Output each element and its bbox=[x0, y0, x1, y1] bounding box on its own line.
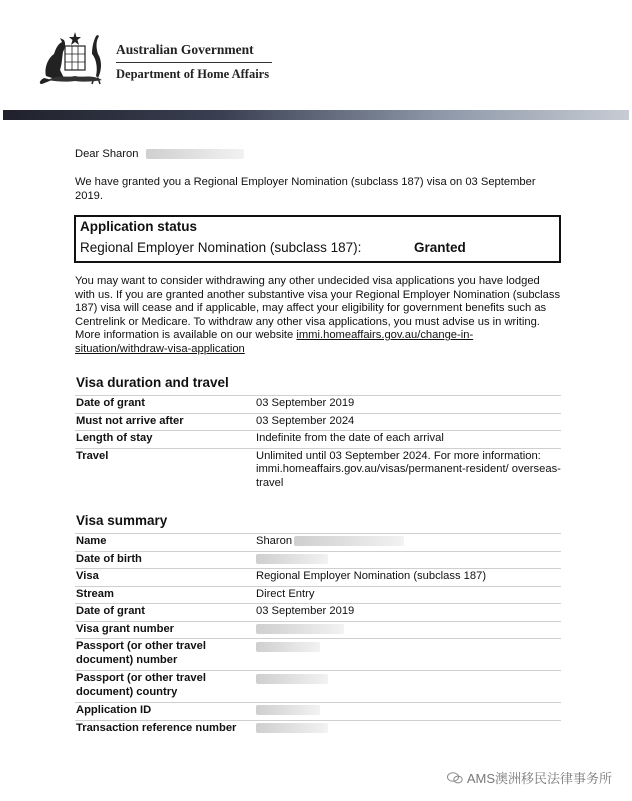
duration-section-title: Visa duration and travel bbox=[76, 375, 229, 390]
row-value: 03 September 2019 bbox=[256, 605, 355, 617]
row-value bbox=[256, 535, 561, 549]
redacted-surname bbox=[146, 149, 244, 159]
row-label: Passport (or other travel document) number bbox=[76, 640, 206, 666]
row-label: Date of grant bbox=[76, 605, 145, 617]
row-value: 03 September 2019 bbox=[256, 397, 355, 409]
row-label: Date of birth bbox=[76, 552, 142, 565]
table-row bbox=[75, 670, 561, 702]
duration-table bbox=[75, 395, 561, 492]
row-value: 03 September 2024 bbox=[256, 414, 355, 427]
application-status-box bbox=[74, 215, 561, 263]
watermark-text: AMS澳洲移民法律事务所 bbox=[466, 771, 612, 786]
table-row bbox=[75, 413, 561, 431]
table-row bbox=[75, 603, 561, 621]
row-value bbox=[256, 553, 561, 567]
redacted-value bbox=[256, 554, 328, 564]
summary-table bbox=[75, 533, 561, 737]
redacted-value bbox=[256, 624, 344, 634]
row-value: Unlimited until 03 September 2024. For more information: immi.homeaffairs.gov.au/visas/permanent-resident/ overseas-travel bbox=[256, 449, 561, 489]
row-value bbox=[256, 640, 561, 654]
table-row bbox=[75, 533, 561, 551]
row-label: Date of grant bbox=[76, 397, 145, 409]
row-label: Application ID bbox=[76, 704, 152, 716]
row-label: Length of stay bbox=[76, 432, 153, 444]
withdraw-link[interactable]: immi.homeaffairs.gov.au/change-in-situation/withdraw-visa-application bbox=[75, 329, 474, 355]
table-row bbox=[75, 448, 561, 493]
grant-statement: We have granted you a Regional Employer Nomination (subclass 187) visa on 03 September 2019. bbox=[75, 176, 536, 202]
summary-section-title: Visa summary bbox=[76, 513, 168, 528]
row-value: Direct Entry bbox=[256, 587, 315, 600]
row-label: Transaction reference number bbox=[76, 721, 237, 734]
table-row bbox=[75, 586, 561, 604]
redacted-value bbox=[256, 642, 320, 652]
row-label: Stream bbox=[76, 587, 114, 600]
row-label: Visa grant number bbox=[76, 622, 175, 635]
redacted-value bbox=[256, 674, 328, 684]
status-visa-name: Regional Employer Nomination (subclass 187): bbox=[80, 240, 362, 255]
withdrawal-notice bbox=[75, 275, 561, 356]
table-row bbox=[75, 702, 561, 720]
row-label: Travel bbox=[76, 449, 109, 462]
status-value: Granted bbox=[414, 240, 466, 255]
row-label: Name bbox=[76, 535, 107, 547]
watermark bbox=[447, 768, 612, 787]
redacted-value bbox=[256, 705, 320, 715]
salutation-text: Dear Sharon bbox=[75, 148, 139, 160]
notice-text: You may want to consider withdrawing any other undecided visa applications you have lodged with us. If you are granted another substantive visa your Regional Employer Nomination (subclass 187) visa will cease and if applicable, may affect your eligibility for government benefits such as Centrelink or Medicare. To withdraw any other visa applications, you must advise us in writing. More information is available on our website bbox=[75, 275, 561, 341]
salutation bbox=[75, 148, 244, 162]
table-row bbox=[75, 430, 561, 448]
redacted-value bbox=[256, 723, 328, 733]
row-value: Indefinite from the date of each arrival bbox=[256, 432, 444, 444]
letterhead bbox=[38, 28, 338, 88]
table-row bbox=[75, 551, 561, 569]
row-value: Regional Employer Nomination (subclass 187) bbox=[256, 570, 487, 582]
coat-of-arms-icon bbox=[38, 28, 110, 86]
name-value: Sharon bbox=[256, 535, 293, 547]
row-label: Passport (or other travel document) country bbox=[76, 672, 206, 698]
letterhead-divider bbox=[116, 62, 272, 63]
table-row bbox=[75, 638, 561, 670]
redacted-surname bbox=[294, 536, 404, 546]
government-name: Australian Government bbox=[116, 42, 254, 57]
table-row bbox=[75, 568, 561, 586]
row-label: Visa bbox=[76, 570, 99, 582]
row-value bbox=[256, 672, 561, 686]
chat-icon bbox=[447, 772, 463, 784]
table-row bbox=[75, 720, 561, 738]
header-band bbox=[3, 110, 629, 120]
row-value bbox=[256, 722, 561, 736]
status-title: Application status bbox=[80, 219, 198, 234]
row-value bbox=[256, 704, 561, 718]
department-name: Department of Home Affairs bbox=[116, 67, 270, 81]
table-row bbox=[75, 621, 561, 639]
row-label: Must not arrive after bbox=[76, 414, 184, 427]
table-row bbox=[75, 395, 561, 413]
row-value bbox=[256, 623, 561, 637]
